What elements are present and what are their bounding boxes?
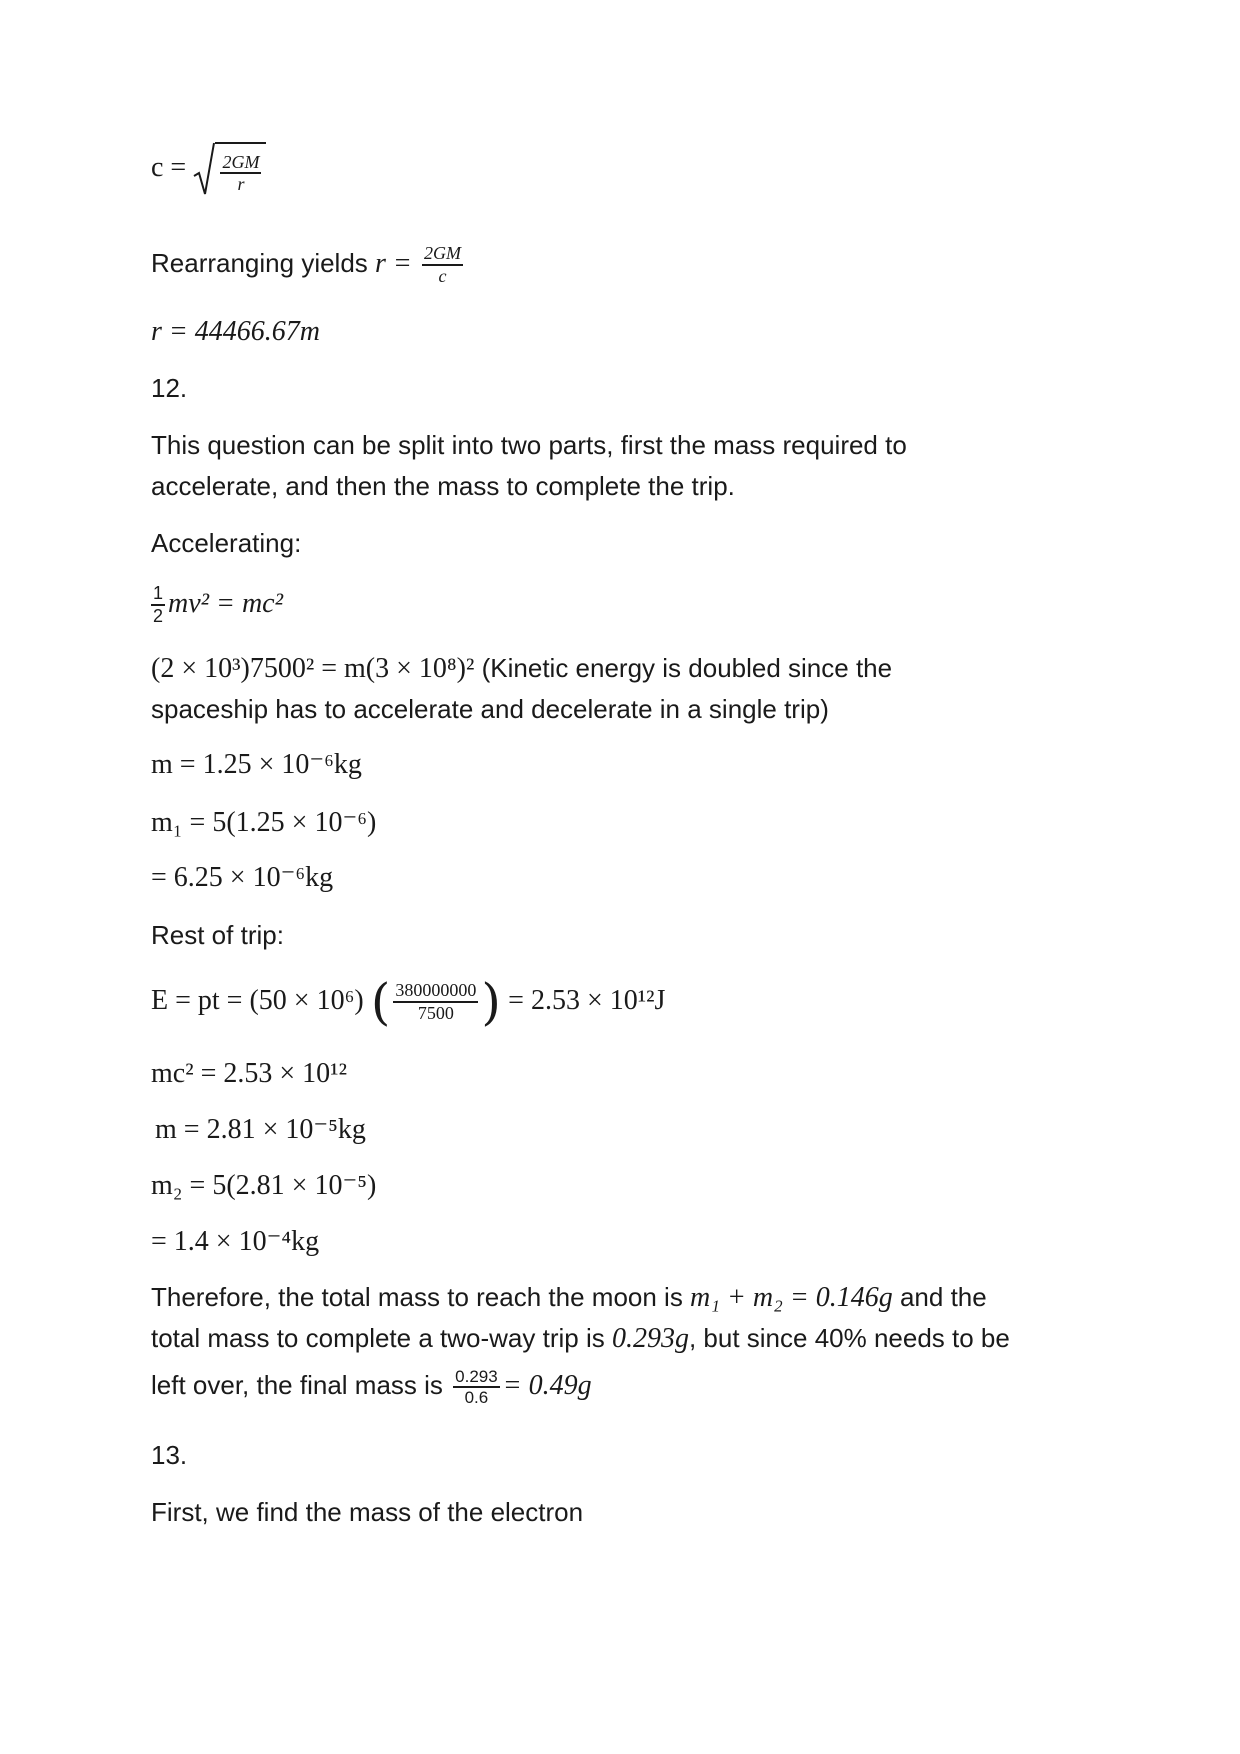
- m2-final: = 1.4 × 10⁻⁴kg: [151, 1226, 320, 1257]
- final-denominator: 0.6: [464, 1388, 489, 1408]
- rearr-lhs: r =: [375, 248, 412, 279]
- c-lhs: c =: [151, 152, 187, 183]
- question-13-number: 13.: [151, 1440, 188, 1470]
- r-value: r = 44466.67m: [151, 316, 321, 347]
- final-rhs: = 0.49g: [502, 1370, 592, 1401]
- kinetic-doubled-line: [151, 648, 1111, 689]
- conclusion-1-math: m₁ + m₂ = 0.146g: [690, 1282, 893, 1313]
- conclusion-2-math: 0.293g: [611, 1323, 689, 1354]
- q12-intro-line-1: This question can be split into two parts, first the mass required to: [151, 430, 907, 460]
- q12-intro-line-2: accelerate, and then the mass to complete the trip.: [151, 471, 735, 501]
- ke-equation: mv² = mc²: [168, 588, 283, 619]
- m2-mass-result: m = 2.81 × 10⁻⁵kg: [155, 1114, 366, 1145]
- energy-equation: [151, 972, 1111, 1032]
- mc2-equation: mc² = 2.53 × 10¹²: [151, 1058, 347, 1089]
- open-paren: (: [370, 973, 391, 1032]
- radical-sign-icon: [193, 142, 215, 196]
- m-result: m = 1.25 × 10⁻⁶kg: [151, 749, 362, 780]
- rearranging-line: [151, 238, 1111, 289]
- rearr-numerator: 2GM: [422, 243, 463, 266]
- conclusion-3a: left over, the final mass is: [151, 1370, 451, 1400]
- conclusion-line-1: [151, 1277, 1111, 1318]
- kinetic-doubled-continuation: spaceship has to accelerate and decelerate in a single trip): [151, 694, 829, 724]
- conclusion-line-2: [151, 1318, 1111, 1359]
- conclusion-1b: and the: [892, 1282, 987, 1312]
- rearr-denominator: c: [438, 266, 447, 287]
- conclusion-line-3: [151, 1358, 1111, 1413]
- rearr-fraction: [422, 243, 463, 286]
- accelerating-heading: Accelerating:: [151, 528, 302, 558]
- kinetic-doubled-math: (2 × 10³)7500² = m(3 × 10⁸)²: [151, 653, 475, 684]
- m2-equation: m₂ = 5(2.81 × 10⁻⁵): [151, 1170, 377, 1201]
- energy-numerator: 380000000: [393, 980, 478, 1003]
- conclusion-1a: Therefore, the total mass to reach the moon is: [151, 1282, 691, 1312]
- final-numerator: 0.293: [453, 1367, 500, 1389]
- question-12-number: 12.: [151, 373, 188, 403]
- m1-equation: m₁ = 5(1.25 × 10⁻⁶): [151, 807, 377, 838]
- rearranging-text: Rearranging yields: [151, 248, 376, 278]
- half-fraction: [151, 583, 165, 626]
- escape-velocity-equation: [151, 142, 1111, 196]
- close-paren: ): [481, 973, 501, 1032]
- energy-fraction: [393, 980, 478, 1023]
- m1-result: = 6.25 × 10⁻⁶kg: [151, 862, 334, 893]
- q13-intro: First, we find the mass of the electron: [151, 1497, 584, 1527]
- c-numerator: 2GM: [220, 152, 261, 175]
- conclusion-2b: , but since 40% needs to be: [688, 1323, 1010, 1353]
- half-numerator: 1: [151, 583, 165, 606]
- rest-of-trip-heading: Rest of trip:: [151, 920, 284, 950]
- energy-rhs: = 2.53 × 10¹²J: [508, 985, 666, 1016]
- conclusion-2a: total mass to complete a two-way trip is: [151, 1323, 612, 1353]
- half-denominator: 2: [153, 606, 164, 627]
- kinetic-doubled-note: (Kinetic energy is doubled since the: [474, 653, 893, 683]
- energy-lhs: E = pt = (50 × 10⁶): [151, 985, 364, 1016]
- square-root: [193, 142, 266, 196]
- energy-denominator: 7500: [417, 1003, 454, 1024]
- c-denominator: r: [237, 174, 245, 195]
- c-fraction: [220, 152, 261, 195]
- kinetic-energy-equation: [151, 578, 1111, 629]
- final-fraction: [453, 1367, 500, 1408]
